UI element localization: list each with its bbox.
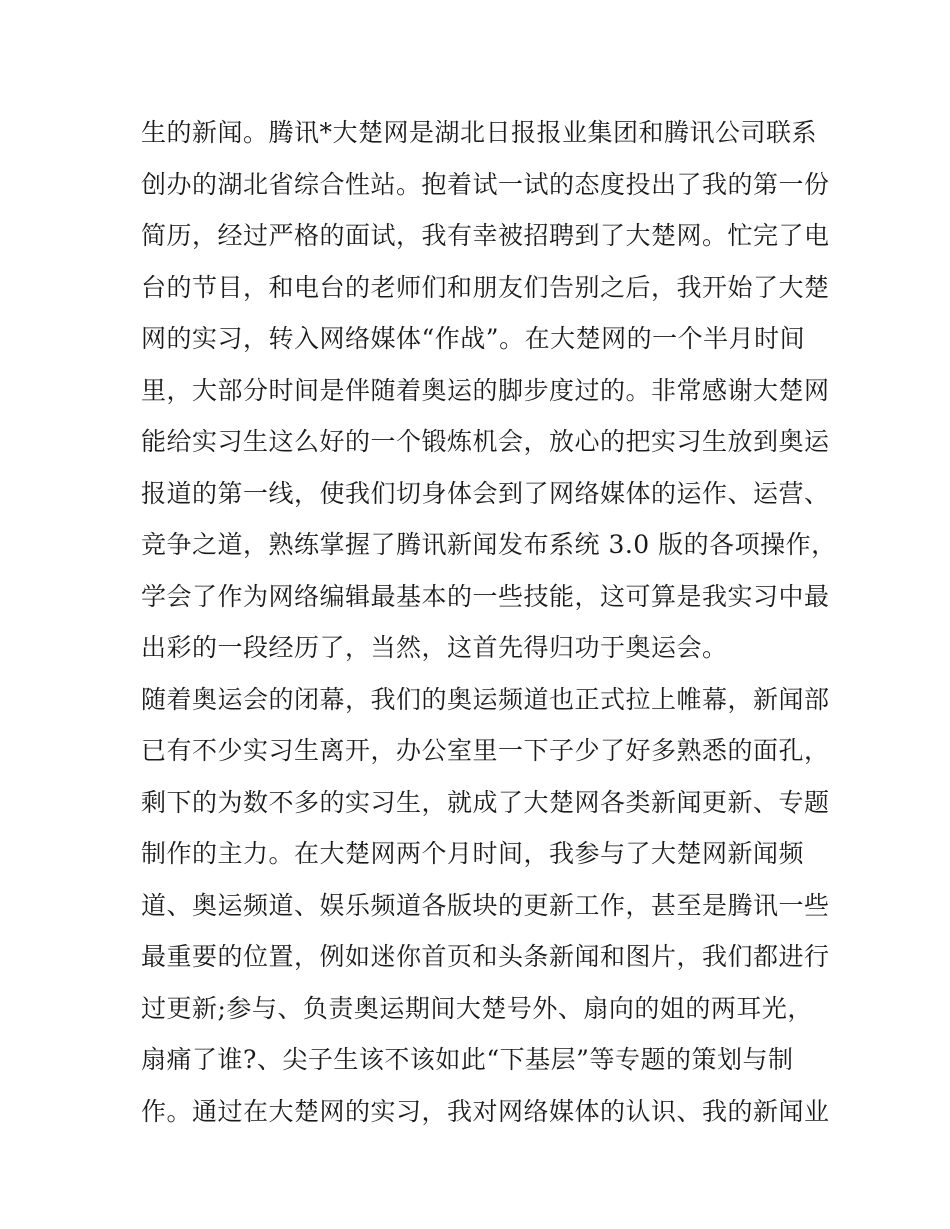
text-line: 已有不少实习生离开，办公室里一下子少了好多熟悉的面孔，: [141, 736, 830, 765]
text-line: 台的节目，和电台的老师们和朋友们告别之后，我开始了大楚: [141, 272, 830, 302]
text-line: 能给实习生这么好的一个锻炼机会，放心的把实习生放到奥运: [141, 427, 830, 456]
text-line: 随着奥运会的闭幕，我们的奥运频道也正式拉上帷幕，新闻部: [141, 684, 830, 714]
text-line: 学会了作为网络编辑最基本的一些技能，这可算是我实习中最: [141, 581, 830, 611]
text-line: 道、奥运频道、娱乐频道各版块的更新工作，甚至是腾讯一些: [141, 890, 830, 920]
text-line: 网的实习，转入网络媒体“作战”。在大楚网的一个半月时间: [141, 324, 806, 353]
text-line: 扇痛了谁?、尖子生该不该如此“下基层”等专题的策划与制: [141, 1045, 794, 1074]
text-line: 过更新;参与、负责奥运期间大楚号外、扇向的姐的两耳光，: [141, 993, 813, 1023]
text-line: 剩下的为数不多的实习生，就成了大楚网各类新闻更新、专题: [141, 787, 830, 817]
text-line: 作。通过在大楚网的实习，我对网络媒体的认识、我的新闻业: [141, 1096, 830, 1126]
text-line: 简历，经过严格的面试，我有幸被招聘到了大楚网。忙完了电: [141, 221, 830, 250]
text-line: 竞争之道，熟练掌握了腾讯新闻发布系统 3.0 版的各项操作，: [141, 530, 837, 559]
text-line: 创办的湖北省综合性站。抱着试一试的态度投出了我的第一份: [141, 169, 830, 199]
text-line: 出彩的一段经历了，当然，这首先得归功于奥运会。: [141, 633, 728, 662]
text-line: 报道的第一线，使我们切身体会到了网络媒体的运作、运营、: [141, 478, 830, 508]
text-line: 生的新闻。腾讯*大楚网是湖北日报报业集团和腾讯公司联系: [141, 118, 818, 147]
text-line: 制作的主力。在大楚网两个月时间，我参与了大楚网新闻频: [141, 839, 805, 868]
body-text: [141, 107, 837, 1137]
text-line: 最重要的位置，例如迷你首页和头条新闻和图片，我们都进行: [141, 942, 830, 971]
text-line: 里，大部分时间是伴随着奥运的脚步度过的。非常感谢大楚网: [141, 375, 830, 405]
